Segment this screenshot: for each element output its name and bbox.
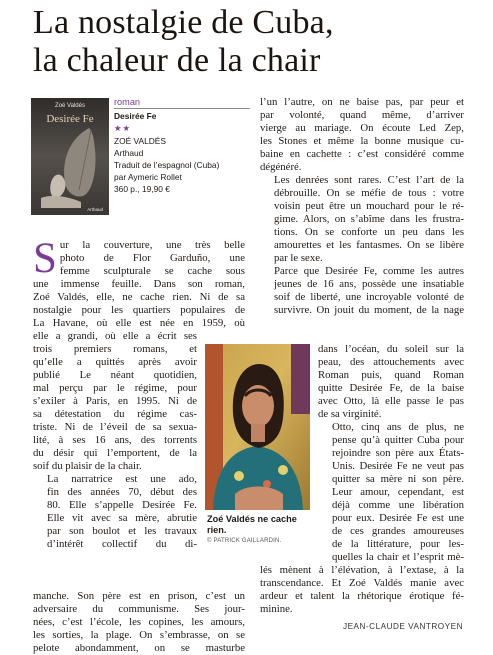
text-line: mal perçu par le régime, pour — [33, 382, 197, 394]
text-line: publié Le néant quotidien, — [33, 369, 197, 381]
drop-cap: S — [33, 235, 57, 282]
book-title: Desirée Fe — [114, 111, 157, 122]
text-line: gime. Alors, on s’abîme dans les frustra- — [274, 213, 464, 225]
text-line: adversaire du communisme. Ses jour- — [33, 603, 245, 615]
text-line: Roman puis, quand Roman — [318, 369, 464, 381]
headline-line-1: La nostalgie de Cuba, — [33, 4, 334, 41]
book-category: roman — [114, 96, 250, 109]
text-line: de ces grandes amoureuses — [332, 525, 464, 537]
text-line: Elle vit avec sa mère, abrutie — [47, 512, 197, 524]
text-line: qu’elle a quittés après avoir — [33, 356, 197, 368]
text-line: ardeur et talent la rhétorique érotique fé- — [260, 590, 464, 602]
text-line: minine. — [260, 603, 293, 615]
text-line: par volonté, quand même, d’arriver — [260, 109, 464, 121]
book-cover-image — [31, 98, 109, 215]
text-line: transcendance. Et Zoé Valdés manie avec — [260, 577, 464, 589]
text-line: Zoé Valdés, elle, ne cache rien. Ni de sa — [33, 291, 245, 303]
text-line: Otto, cinq ans de plus, ne — [332, 421, 464, 433]
text-line: d’intérêt collectif du di- — [47, 538, 197, 550]
text-line: déjà comme une libération — [332, 499, 464, 511]
paragraph-5-continued — [260, 564, 464, 616]
paragraph-4 — [260, 265, 464, 317]
text-line: trois premiers romans, et — [33, 343, 197, 355]
text-line: avec Otto, là elle passe le pas — [318, 395, 464, 407]
paragraph-3 — [260, 174, 464, 265]
text-line: baine en cachette : c’est considéré comme — [260, 148, 464, 160]
text-line: l’un l’autre, on ne baise pas, par peur et — [260, 96, 464, 108]
text-line: femme sculpturale se cache sous — [59, 265, 245, 277]
text-line: jeunes de 16 ans, possède une insatiable — [274, 278, 464, 290]
text-line: La narratrice est une ado, — [47, 473, 197, 485]
text-line: dégénéré. — [260, 161, 302, 173]
text-line: débrouille. On se méfie de tous : votre — [274, 187, 464, 199]
text-line: photo de Flor Garduño, une — [59, 252, 245, 264]
text-line: elle a grandi, où elle a écrit ses — [33, 330, 197, 342]
article-column-1-narrow — [33, 330, 197, 551]
text-line: de sa virginité. — [318, 408, 382, 420]
text-line: du désir qui l’emportent, de la — [33, 447, 197, 459]
text-line: de la littérature, pour les- — [332, 538, 464, 550]
photo-credit: © PATRICK GAILLARDIN. — [207, 538, 282, 544]
text-line: survivre. On jouit du moment, de la nage — [274, 304, 464, 316]
text-line: Les denrées sont rares. C’est l’art de la — [274, 174, 464, 186]
cover-author: Zoé Valdés — [55, 103, 85, 109]
article-column-2-narrow — [318, 343, 464, 564]
text-line: triste. Ni de l’éveil de sa sexua- — [33, 421, 197, 433]
cover-publisher: Arthaud — [87, 207, 103, 212]
text-line: nées, c’est l’école, les copines, les amours, — [33, 616, 245, 628]
article-column-2-bottom — [260, 564, 464, 616]
text-line: quitter sa mère ni son père. — [332, 473, 464, 485]
text-line: 80. Elle s’appelle Desirée Fe. — [47, 499, 197, 511]
article-column-1-bottom — [33, 590, 245, 655]
article-column-1-top — [33, 235, 245, 330]
text-line: lité, à ses 16 ans, des torrents — [33, 434, 197, 446]
cover-title: Desirée Fe — [46, 113, 94, 125]
headline-line-2: la chaleur de la chair — [33, 42, 321, 79]
author-photo — [205, 344, 310, 510]
text-line: sa détestation du régime cas- — [33, 408, 197, 420]
text-line: voisin peut être un mouchard pour le ré- — [274, 200, 464, 212]
text-line: s’exiler à Paris, en 1995. Ni de — [33, 395, 197, 407]
text-line: pelote abondamment, on se masturbe — [33, 642, 245, 654]
text-line: Leur amour, cependant, est — [332, 486, 464, 498]
paragraph-2 — [33, 473, 197, 551]
text-line: Parce que Desirée Fe, comme les autres — [274, 265, 464, 277]
text-line: quelles la chair et l’esprit mè- — [332, 551, 464, 563]
text-line: peau, des attouchements avec — [318, 356, 464, 368]
book-pages-price: 360 p., 19,90 € — [114, 184, 170, 195]
book-info — [114, 96, 250, 196]
text-line: les Stones et même la bonne musique cu- — [260, 135, 464, 147]
paragraph-1-continued — [33, 330, 197, 473]
paragraph-5 — [318, 421, 464, 564]
text-line: une immense feuille. Dans son roman, — [33, 278, 245, 290]
photo-caption — [207, 514, 307, 546]
text-line: amourettes et les fantasmes. On se libère — [274, 239, 464, 251]
text-line: La Havane, où elle est née en 1959, où — [33, 317, 245, 329]
paragraph-2-end — [260, 96, 464, 174]
photo-caption-text: Zoé Valdés ne cache rien. — [207, 514, 297, 535]
text-line: soif de liberté, une incroyable volonté de — [274, 291, 464, 303]
article-column-2-top — [260, 96, 464, 317]
paragraph-4-continued — [318, 343, 464, 421]
text-line: fin des années 70, début des — [47, 486, 197, 498]
article-headline — [33, 4, 334, 80]
text-line: dans l’océan, du soleil sur la — [318, 343, 464, 355]
text-line: ur la couverture, une très belle — [59, 239, 245, 251]
text-line: les sorties, la plage. On s’embrasse, on se — [33, 629, 245, 641]
paragraph-1 — [33, 235, 245, 330]
book-author: ZOÉ VALDÉS — [114, 135, 166, 146]
text-line: par le sexe. — [274, 252, 323, 264]
book-translator: par Aymeric Rollet — [114, 172, 182, 183]
text-line: pour eux. Desirée Fe est une — [332, 512, 464, 524]
text-line: quitte Desirée Fe, de la baise — [318, 382, 464, 394]
text-line: lés mènent à l’élévation, à l’extase, à la — [260, 564, 464, 576]
text-line: pense qu’à quitter Cuba pour — [332, 434, 464, 446]
author-portrait-illustration — [205, 344, 310, 510]
text-line: manche. Son père est en prison, c’est un — [33, 590, 245, 602]
text-line: vierge au mariage. On écoute Led Zep, — [260, 122, 464, 134]
text-line: tions. On se conforte un peu dans les — [274, 226, 464, 238]
text-line: Unis. Desirée Fe ne veut pas — [332, 460, 464, 472]
book-translation: Traduit de l’espagnol (Cuba) — [114, 160, 220, 171]
book-publisher: Arthaud — [114, 147, 144, 158]
author-signature: JEAN-CLAUDE VANTROYEN — [343, 622, 463, 631]
book-rating: ★★ — [114, 123, 132, 134]
text-line: par son boulot et les travaux — [47, 525, 197, 537]
text-line: rejoindre son père aux États- — [332, 447, 464, 459]
paragraph-2-continued — [33, 590, 245, 655]
text-line: soif du plaisir de la chair. — [33, 460, 142, 472]
text-line: nostalgie pour les quartiers populaires de — [33, 304, 245, 316]
